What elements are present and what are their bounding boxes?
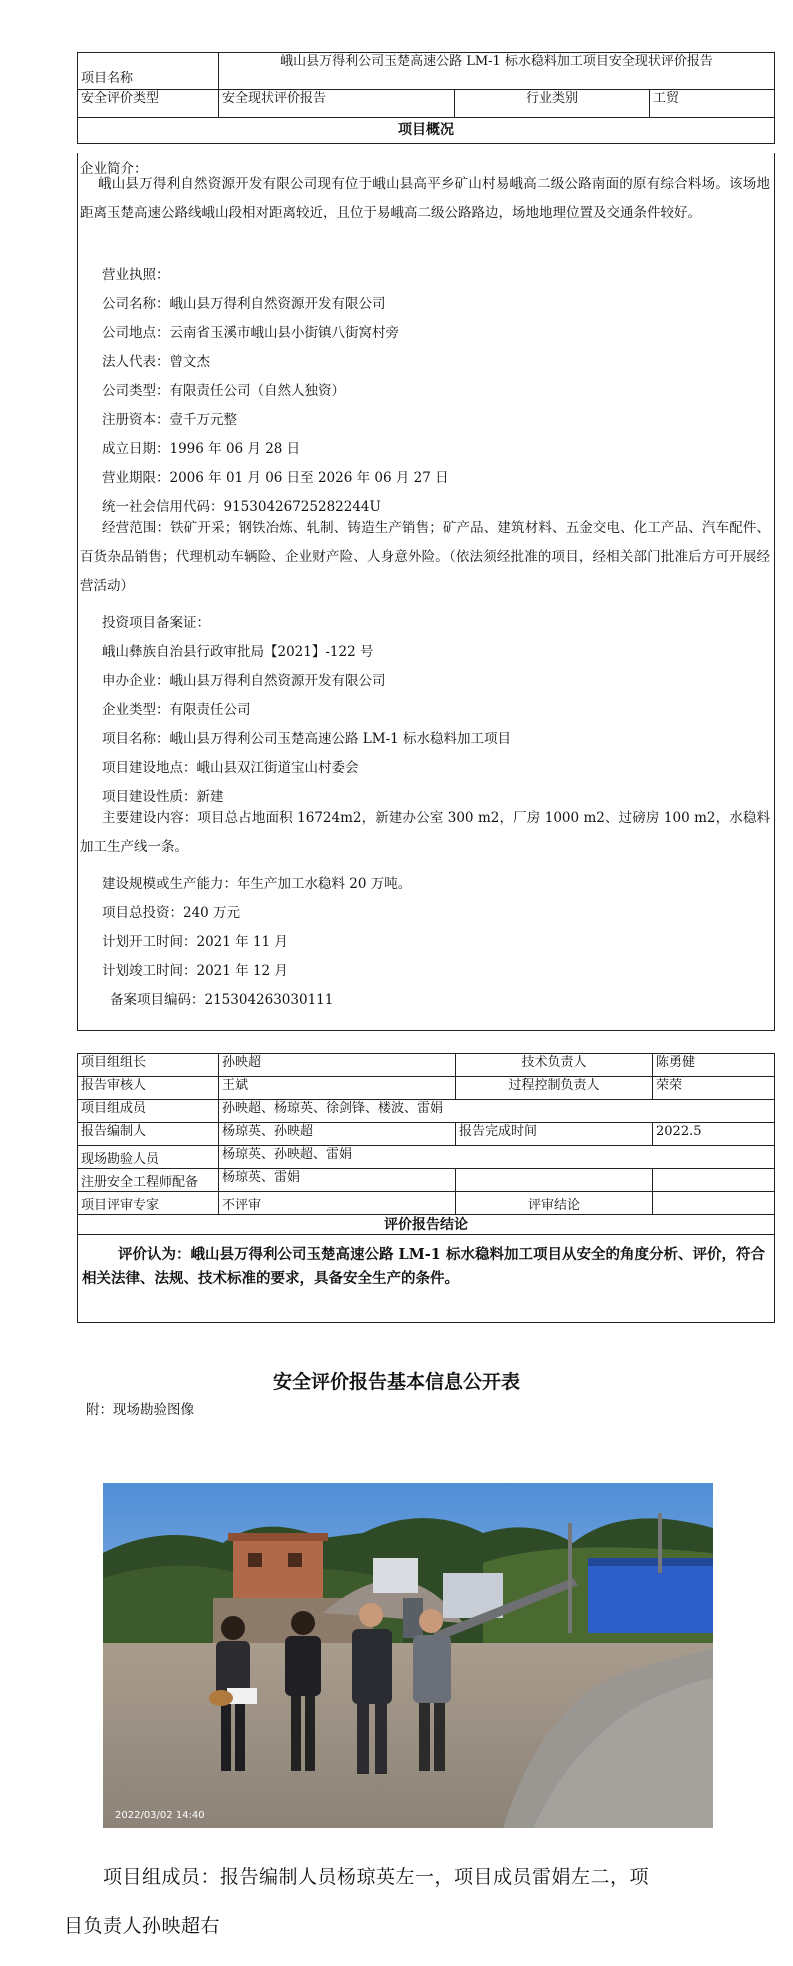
- project-name-label: 项目名称: [78, 53, 219, 90]
- company-address: 公司地点：云南省玉溪市峨山县小街镇八街窝村旁: [102, 325, 399, 341]
- caption-line-1: 项目组成员：报告编制人员杨琼英左一，项目成员雷娟左二，项: [103, 1866, 650, 1888]
- cell: 报告完成时间: [456, 1123, 653, 1146]
- photo-timestamp: 2022/03/02 14:40: [115, 1810, 205, 1821]
- finish-time: 计划竣工时间：2021 年 12 月: [102, 963, 288, 979]
- cell: 现场勘验人员: [78, 1146, 219, 1169]
- cell: 报告审核人: [78, 1077, 219, 1100]
- cell: 2022.5: [653, 1123, 775, 1146]
- cell: 过程控制负责人: [456, 1077, 653, 1100]
- cell: [456, 1169, 653, 1192]
- business-scope: 经营范围：铁矿开采；钢铁冶炼、轧制、铸造生产销售；矿产品、建筑材料、五金交电、化工产品、汽车配件、百货杂品销售；代理机动车辆险、企业财产险、人身意外险。（依法须经批准的项目，经相关部门批准后方可开展经营活动）: [80, 520, 770, 594]
- table-row: [78, 1054, 775, 1077]
- cell: 孙映超: [219, 1054, 456, 1077]
- capacity: 建设规模或生产能力：年生产加工水稳料 20 万吨。: [102, 876, 412, 892]
- filing-number: 峨山彝族自治县行政审批局【2021】-122 号: [102, 644, 374, 660]
- cell: [653, 1169, 775, 1192]
- overview-section: [77, 153, 775, 1031]
- project-name-value: 峨山县万得利公司玉楚高速公路 LM-1 标水稳料加工项目安全现状评价报告: [219, 53, 775, 90]
- filing-code: 备案项目编码：215304263030111: [110, 992, 334, 1008]
- cell: 项目组成员: [78, 1100, 219, 1123]
- page-title: 安全评价报告基本信息公开表: [272, 1371, 520, 1393]
- cell: 王斌: [219, 1077, 456, 1100]
- start-time: 计划开工时间：2021 年 11 月: [102, 934, 288, 950]
- intro-paragraph: 峨山县万得利自然资源开发有限公司现有位于峨山县高平乡矿山村易峨高二级公路南面的原有综合料场。该场地距离玉楚高速公路线峨山段相对距离较近，且位于易峨高二级公路路边，场地地理位置及交通条件较好。: [80, 176, 770, 221]
- overview-title: 项目概况: [78, 118, 775, 144]
- cell: 评审结论: [456, 1192, 653, 1215]
- table-row: [78, 1100, 775, 1123]
- conclusion-text: 评价认为：峨山县万得利公司玉楚高速公路 LM-1 标水稳料加工项目从安全的角度分析、评价，符合相关法律、法规、技术标准的要求，具备安全生产的条件。: [82, 1246, 765, 1287]
- table-row: [78, 1146, 775, 1169]
- site-photo: [103, 1483, 713, 1828]
- industry-label: 行业类别: [455, 90, 650, 118]
- enterprise-type: 企业类型：有限责任公司: [102, 702, 251, 718]
- investment: 项目总投资：240 万元: [102, 905, 241, 921]
- site-photo-illustration: [103, 1483, 713, 1828]
- cell: 杨琼英、雷娟: [219, 1169, 456, 1192]
- attachment-label: 附：现场勘验图像: [86, 1402, 194, 1418]
- main-content: 主要建设内容：项目总占地面积 16724m2，新建办公室 300 m2，厂房 1000 m2、过磅房 100 m2，水稳料加工生产线一条。: [80, 810, 770, 855]
- business-term: 营业期限：2006 年 01 月 06 日至 2026 年 06 月 27 日: [102, 470, 449, 486]
- legal-rep: 法人代表：曾文杰: [102, 354, 210, 370]
- established-date: 成立日期：1996 年 06 月 28 日: [102, 441, 301, 457]
- project-nature: 项目建设性质：新建: [102, 789, 224, 805]
- caption-line-2: 目负责人孙映超右: [64, 1915, 221, 1937]
- company-name: 公司名称：峨山县万得利自然资源开发有限公司: [102, 296, 386, 312]
- cell: 项目评审专家: [78, 1192, 219, 1215]
- cell: 技术负责人: [456, 1054, 653, 1077]
- project-site: 项目建设地点：峨山县双江街道宝山村委会: [102, 760, 359, 776]
- company-type: 公司类型：有限责任公司（自然人独资）: [102, 383, 345, 399]
- conclusion-cell: [78, 1235, 775, 1323]
- filing-label: 投资项目备案证：: [102, 615, 210, 631]
- cell: 荣荣: [653, 1077, 775, 1100]
- credit-code: 统一社会信用代码：9153042672528224​4U: [102, 499, 381, 515]
- intro-label: 企业简介：: [80, 161, 148, 177]
- cell: 项目组组长: [78, 1054, 219, 1077]
- table-row: [78, 1123, 775, 1146]
- cell: 注册安全工程师配备: [78, 1169, 219, 1192]
- license-label: 营业执照：: [102, 267, 170, 283]
- eval-type-label: 安全评价类型: [78, 90, 219, 118]
- cell: [653, 1192, 775, 1215]
- cell: 杨琼英、孙映超: [219, 1123, 456, 1146]
- cell: 杨琼英、孙映超、雷娟: [219, 1146, 775, 1169]
- filing-project-name: 项目名称：峨山县万得利公司玉楚高速公路 LM-1 标水稳料加工项目: [102, 731, 512, 747]
- reg-capital: 注册资本：壹千万元整: [102, 412, 237, 428]
- cell: 报告编制人: [78, 1123, 219, 1146]
- industry-value: 工贸: [650, 90, 775, 118]
- table-row: [78, 1169, 775, 1192]
- cell: 孙映超、杨琼英、徐剑锋、楼波、雷娟: [219, 1100, 775, 1123]
- applicant: 申办企业：峨山县万得利自然资源开发有限公司: [102, 673, 386, 689]
- conclusion-title: 评价报告结论: [78, 1215, 775, 1235]
- table-row: [78, 1077, 775, 1100]
- team-table: [77, 1053, 775, 1323]
- eval-type-value: 安全现状评价报告: [219, 90, 455, 118]
- table-row: [78, 1192, 775, 1215]
- cell: 陈勇健: [653, 1054, 775, 1077]
- cell: 不评审: [219, 1192, 456, 1215]
- header-table: [77, 52, 775, 144]
